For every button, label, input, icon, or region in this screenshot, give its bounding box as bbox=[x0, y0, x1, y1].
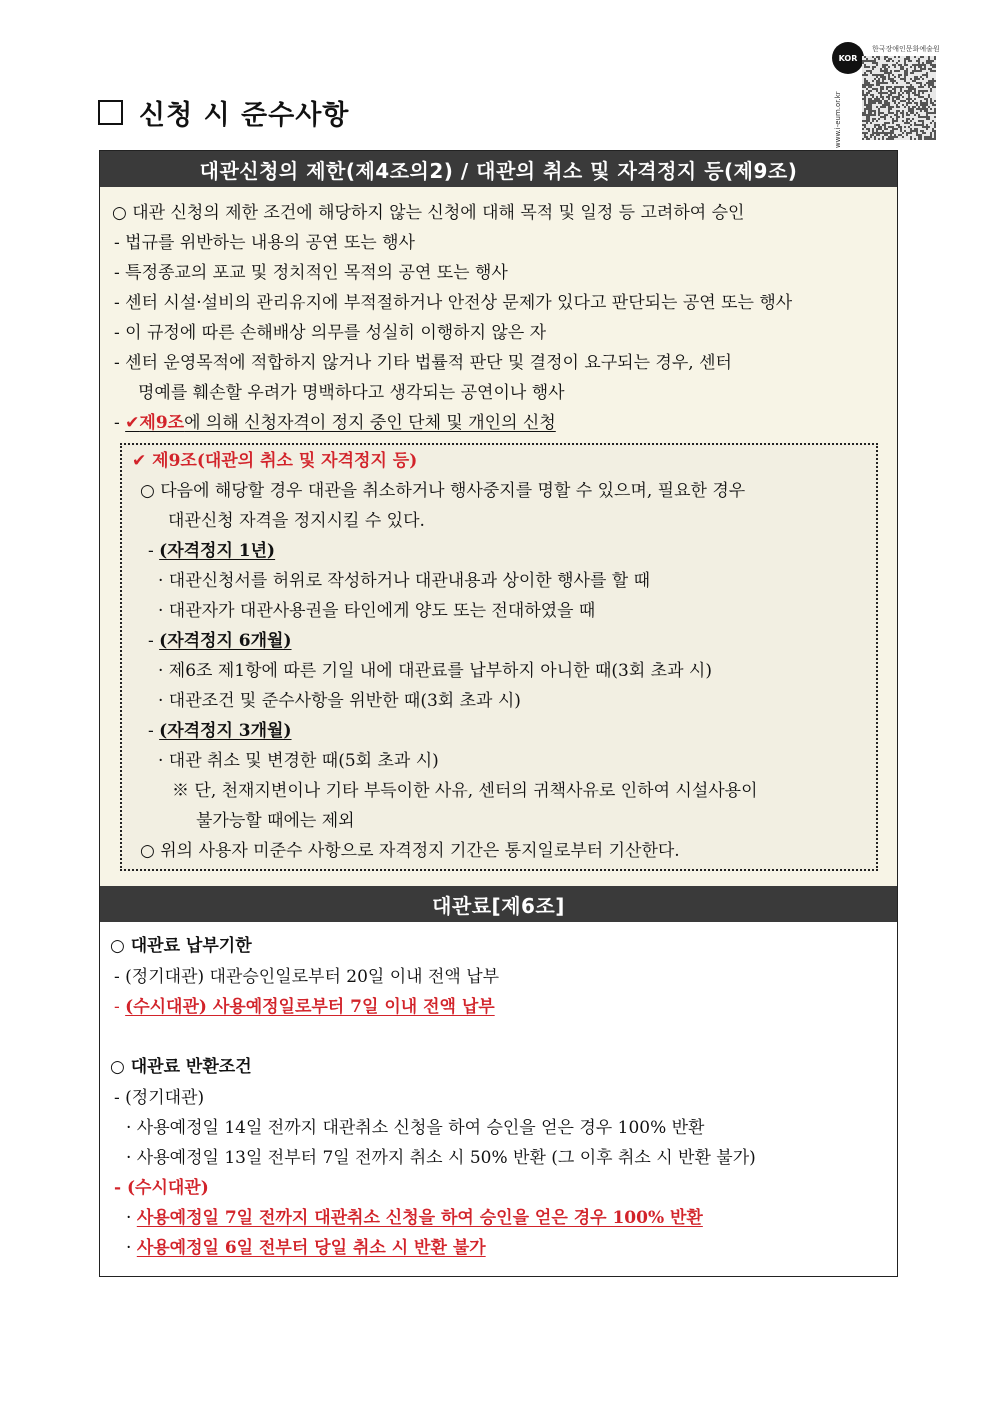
deadline-regular: - (정기대관) 대관승인일로부터 20일 이내 전액 납부 bbox=[114, 967, 500, 987]
content-frame bbox=[99, 150, 898, 1277]
dash: - bbox=[114, 997, 126, 1017]
list-item: · 대관자가 대관사용권을 타인에게 양도 또는 전대하였을 때 bbox=[158, 601, 596, 621]
dash: - bbox=[114, 413, 126, 433]
article9-para-continuation: 대관신청 자격을 정지시킬 수 있다. bbox=[168, 511, 425, 531]
article9-title-text: 제9조(대관의 취소 및 자격정지 등) bbox=[152, 451, 418, 471]
article9-para: ○ 다음에 해당할 경우 대관을 취소하거나 행사중지를 명할 수 있으며, 필요한 경우 bbox=[140, 481, 746, 501]
kor-logo: KOR bbox=[832, 42, 864, 74]
article9-para: ○ 위의 사용자 미준수 사항으로 자격정지 기간은 통지일로부터 기산한다. bbox=[140, 841, 680, 861]
refund-title: ○ 대관료 반환조건 bbox=[110, 1057, 252, 1077]
list-item: - 센터 시설·설비의 관리유지에 부적절하거나 안전상 문제가 있다고 판단되는 공연 또는 행사 bbox=[114, 293, 793, 313]
list-item: - 센터 운영목적에 적합하지 않거나 기타 법률적 판단 및 결정이 요구되는 경우, 센터 bbox=[114, 353, 732, 373]
refund-adhoc: - (수시대관) bbox=[114, 1178, 209, 1198]
deadline-adhoc bbox=[114, 995, 495, 1019]
deadline-adhoc-text: (수시대관) 사용예정일로부터 7일 이내 전액 납부 bbox=[125, 997, 495, 1017]
section2-heading: 대관료[제6조] bbox=[100, 886, 897, 922]
group-1yr-title: (자격정지 1년) bbox=[159, 541, 276, 561]
checkmark-icon: ✔ bbox=[132, 451, 147, 471]
article9-ref: 제9조 bbox=[139, 413, 185, 433]
list-item: · 제6조 제1항에 따른 기일 내에 대관료를 납부하지 아니한 때(3회 초과 시) bbox=[158, 661, 712, 681]
list-item bbox=[126, 1206, 703, 1230]
list-item: · 대관 취소 및 변경한 때(5회 초과 시) bbox=[158, 751, 439, 771]
group-6mo-title: (자격정지 6개월) bbox=[159, 631, 292, 651]
list-item: - 이 규정에 따른 손해배상 의무를 성실히 이행하지 않은 자 bbox=[114, 323, 547, 343]
qr-code-icon bbox=[862, 56, 936, 140]
suspended-text: 에 의해 신청자격이 정지 중인 단체 및 개인의 신청 bbox=[184, 413, 556, 433]
article9-title bbox=[132, 449, 417, 473]
list-item: - 특정종교의 포교 및 정치적인 목적의 공연 또는 행사 bbox=[114, 263, 508, 283]
refund-regular: - (정기대관) bbox=[114, 1088, 205, 1108]
refund-adhoc-item: 사용예정일 6일 전부터 당일 취소 시 반환 불가 bbox=[136, 1238, 486, 1258]
intro-line: ○ 대관 신청의 제한 조건에 해당하지 않는 신청에 대해 목적 및 일정 등 고려하여 승인 bbox=[112, 203, 745, 223]
group-6mo: - (자격정지 6개월) bbox=[148, 631, 292, 651]
page-title-text: 신청 시 준수사항 bbox=[139, 100, 350, 131]
list-item: · 대관신청서를 허위로 작성하거나 대관내용과 상이한 행사를 할 때 bbox=[158, 571, 651, 591]
section1-heading: 대관신청의 제한(제4조의2) / 대관의 취소 및 자격정지 등(제9조) bbox=[100, 151, 897, 187]
list-item: · 사용예정일 13일 전부터 7일 전까지 취소 시 50% 반환 (그 이후 취소 시 반환 불가) bbox=[126, 1148, 756, 1168]
list-item-suspended bbox=[114, 411, 556, 435]
list-item: · 사용예정일 14일 전까지 대관취소 신청을 하여 승인을 얻은 경우 100% 반환 bbox=[126, 1118, 705, 1138]
deadline-title: ○ 대관료 납부기한 bbox=[110, 936, 252, 956]
list-item bbox=[126, 1236, 486, 1260]
bullet: · bbox=[126, 1238, 132, 1258]
qr-org-name: 한국장애인문화예술원 bbox=[872, 45, 940, 53]
list-item: - 법규를 위반하는 내용의 공연 또는 행사 bbox=[114, 233, 415, 253]
section2-body bbox=[100, 922, 897, 1276]
bullet: · bbox=[126, 1208, 132, 1228]
group-1yr: - (자격정지 1년) bbox=[148, 541, 276, 561]
qr-site-url: www.i-eum.or.kr bbox=[834, 91, 842, 148]
page-title bbox=[98, 93, 349, 132]
group-3mo-title: (자격정지 3개월) bbox=[159, 721, 292, 741]
qr-stamp bbox=[832, 42, 940, 148]
checkbox-square-icon bbox=[98, 100, 123, 125]
checkmark-icon: ✔ bbox=[125, 413, 140, 433]
list-item-continuation: 명예를 훼손할 우려가 명백하다고 생각되는 공연이나 행사 bbox=[138, 383, 565, 403]
refund-adhoc-item: 사용예정일 7일 전까지 대관취소 신청을 하여 승인을 얻은 경우 100% 반환 bbox=[136, 1208, 703, 1228]
group-3mo: - (자격정지 3개월) bbox=[148, 721, 292, 741]
note: ※ 단, 천재지변이나 기타 부득이한 사유, 센터의 귀책사유로 인하여 시설사용이 bbox=[172, 781, 758, 801]
list-item: · 대관조건 및 준수사항을 위반한 때(3회 초과 시) bbox=[158, 691, 521, 711]
section1-body bbox=[100, 187, 897, 886]
note-continuation: 불가능할 때에는 제외 bbox=[196, 811, 355, 831]
article9-box bbox=[120, 443, 878, 871]
